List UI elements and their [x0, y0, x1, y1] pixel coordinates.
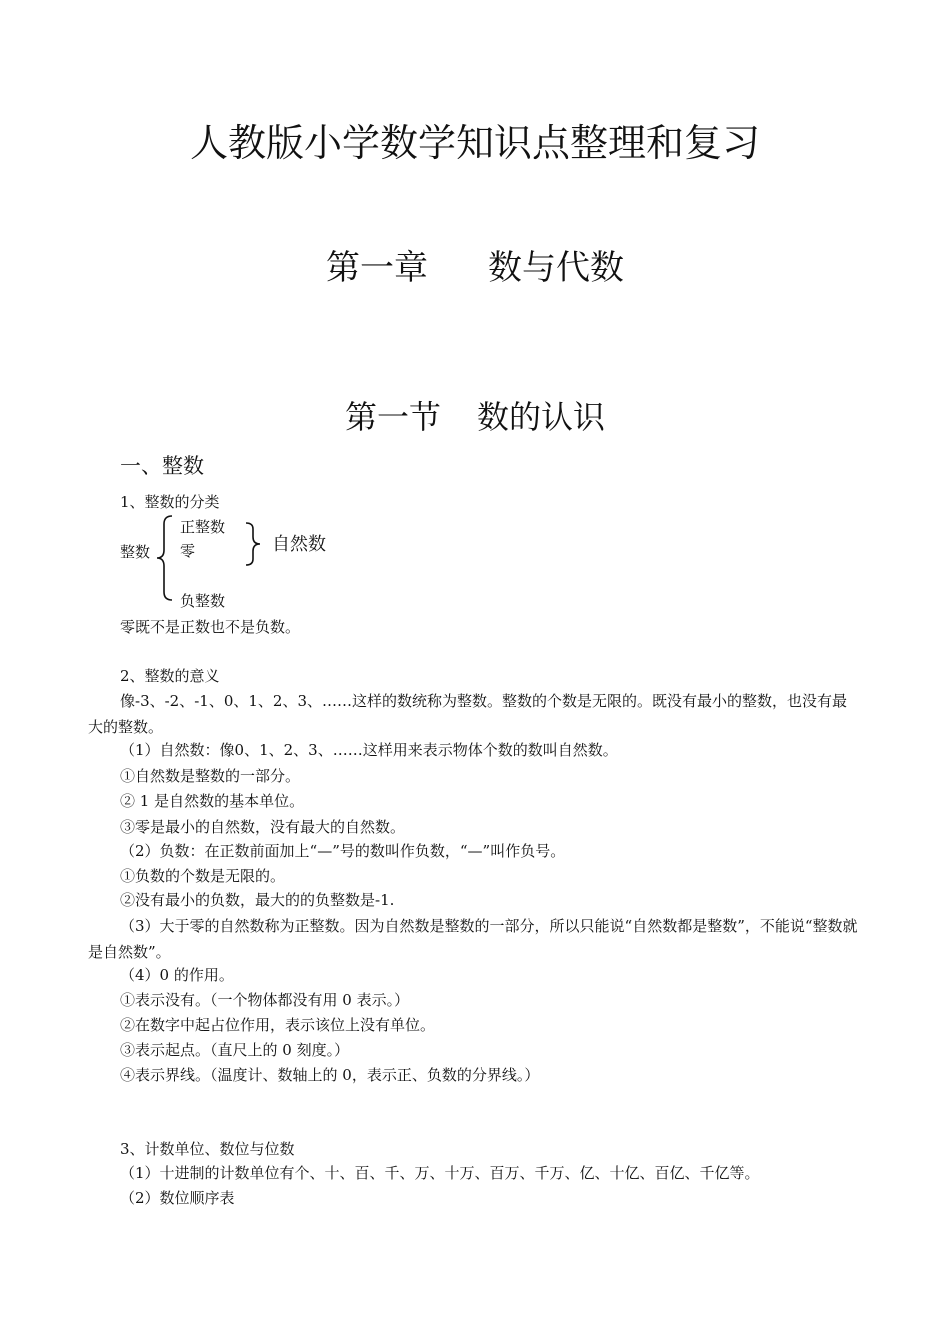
classification-natural: 自然数: [272, 534, 326, 555]
natural-title: （1）自然数：像0、1、2、3、……这样用来表示物体个数的数叫自然数。: [120, 741, 618, 759]
meaning-intro: 像-3、-2、-1、0、1、2、3、……这样的数统称为整数。整数的个数是无限的。既没有最小的整数，也没有最大的整数。: [88, 692, 848, 736]
classification-subtitle: 1、整数的分类: [120, 493, 220, 511]
chapter-heading: [0, 245, 950, 291]
units-item-2: （2）数位顺序表: [120, 1189, 235, 1207]
classification-note: 零既不是正数也不是负数。: [120, 618, 301, 636]
heading-integers: 一、整数: [120, 454, 204, 478]
section-number: 第一节: [344, 398, 441, 436]
negative-point-2: ②没有最小的负数，最大的的负整数是-1.: [120, 891, 395, 909]
classification-negative: 负整数: [180, 592, 226, 610]
left-brace-icon: [154, 514, 176, 602]
natural-point-2: ② 1 是自然数的基本单位。: [120, 792, 305, 810]
document-title: 人教版小学数学知识点整理和复习: [189, 121, 760, 165]
section-name: 数的认识: [477, 398, 606, 436]
classification-root: 整数: [120, 543, 151, 561]
zero-point-4: ④表示界线。（温度计、数轴上的 0，表示正、负数的分界线。）: [120, 1066, 540, 1084]
zero-point-3: ③表示起点。（直尺上的 0 刻度。）: [120, 1041, 350, 1059]
classification-positive: 正整数: [180, 518, 226, 536]
zero-point-2: ②在数字中起占位作用，表示该位上没有单位。: [120, 1016, 436, 1034]
right-brace-icon: [243, 521, 263, 567]
units-item-1: （1）十进制的计数单位有个、十、百、千、万、十万、百万、千万、亿、十亿、百亿、千亿等。: [120, 1164, 760, 1182]
chapter-name: 数与代数: [488, 248, 624, 288]
positive-paragraph: （3）大于零的自然数称为正整数。因为自然数是整数的一部分，所以只能说“自然数都是整数”，不能说“整数就是自然数”。: [88, 917, 858, 961]
zero-title: （4）0 的作用。: [120, 966, 234, 984]
negative-title: （2）负数：在正数前面加上“—”号的数叫作负数，“—”叫作负号。: [120, 842, 566, 860]
natural-point-1: ①自然数是整数的一部分。: [120, 767, 301, 785]
meaning-subtitle: 2、整数的意义: [120, 667, 220, 685]
section-heading: [0, 395, 950, 439]
chapter-number: 第一章: [326, 248, 428, 288]
natural-point-3: ③零是最小的自然数，没有最大的自然数。: [120, 818, 406, 836]
negative-point-1: ①负数的个数是无限的。: [120, 867, 286, 885]
units-subtitle: 3、计数单位、数位与位数: [120, 1140, 295, 1158]
classification-zero: 零: [180, 542, 196, 560]
zero-point-1: ①表示没有。（一个物体都没有用 0 表示。）: [120, 991, 410, 1009]
